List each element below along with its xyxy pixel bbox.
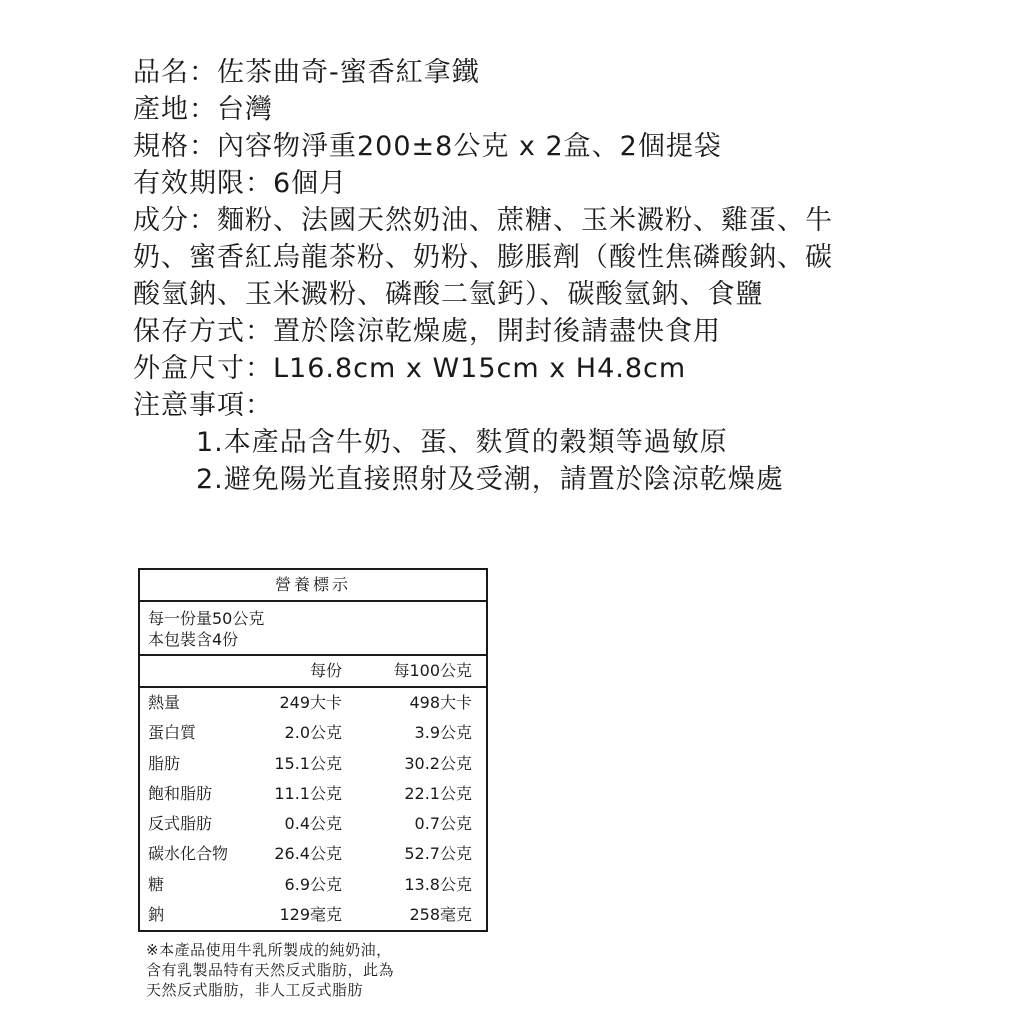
col-per-serving: 每份 <box>309 661 342 680</box>
nutrient-per-serving: 249大卡 <box>279 693 342 712</box>
nutrient-per-serving: 26.4公克 <box>274 844 342 864</box>
nutrient-per-100g: 30.2公克 <box>404 753 472 773</box>
product-name: 品名：佐茶曲奇-蜜香紅拿鐵 <box>133 57 480 88</box>
nutrient-per-serving: 0.4公克 <box>284 814 342 834</box>
nutrient-name: 蛋白質 <box>148 723 197 743</box>
nutrient-per-serving: 6.9公克 <box>284 874 342 894</box>
specification: 規格：內容物淨重200±8公克 x 2盒、2個提袋 <box>133 131 722 162</box>
nutrient-name: 碳水化合物 <box>148 844 229 864</box>
nutrition-facts-table <box>138 568 488 932</box>
nutrient-per-100g: 258毫克 <box>409 905 472 925</box>
nutrient-per-serving: 2.0公克 <box>284 723 342 743</box>
nutrition-row <box>140 779 486 809</box>
product-info <box>133 54 893 498</box>
serving-info <box>140 602 486 656</box>
box-size: 外盒尺寸：L16.8cm x W15cm x H4.8cm <box>133 353 687 384</box>
nutrition-title: 營養標示 <box>140 570 486 602</box>
nutrition-column-headers <box>140 656 486 688</box>
nutrient-name: 脂肪 <box>148 753 181 773</box>
serving-size: 每一份量50公克 <box>148 609 265 628</box>
nutrient-per-100g: 3.9公克 <box>414 723 472 743</box>
nutrition-row <box>140 809 486 839</box>
nutrition-row <box>140 688 486 718</box>
nutrient-name: 鈉 <box>148 905 165 925</box>
col-per-100g: 每100公克 <box>393 661 472 680</box>
note-item: 1.本產品含牛奶、蛋、麩質的穀類等過敏原 <box>196 427 728 458</box>
nutrient-per-100g: 13.8公克 <box>404 874 472 894</box>
nutrition-row <box>140 870 486 900</box>
nutrient-name: 糖 <box>148 874 165 894</box>
ingredients: 成分：麵粉、法國天然奶油、蔗糖、玉米澱粉、雞蛋、牛奶、蜜香紅烏龍茶粉、奶粉、膨脹劑（酸性焦磷酸鈉、碳酸氫鈉、玉米澱粉、磷酸二氫鈣）、碳酸氫鈉、食鹽 <box>133 205 833 310</box>
nutrition-row <box>140 839 486 869</box>
origin: 產地：台灣 <box>133 94 273 125</box>
servings-per-package: 本包裝含4份 <box>148 630 239 649</box>
nutrient-name: 飽和脂肪 <box>148 783 213 803</box>
nutrition-rows <box>140 688 486 930</box>
nutrition-row <box>140 749 486 779</box>
footnote-line: ※本產品使用牛乳所製成的純奶油， <box>146 941 392 959</box>
nutrient-per-serving: 15.1公克 <box>274 753 342 773</box>
nutrient-per-100g: 52.7公克 <box>404 844 472 864</box>
shelf-life: 有效期限：6個月 <box>133 168 348 199</box>
notes-title: 注意事項： <box>133 390 273 421</box>
nutrient-per-serving: 129毫克 <box>279 905 342 925</box>
nutrient-per-100g: 498大卡 <box>409 693 472 712</box>
footnote-line: 天然反式脂肪，非人工反式脂肪 <box>146 981 364 999</box>
nutrient-per-100g: 22.1公克 <box>404 783 472 803</box>
nutrient-per-100g: 0.7公克 <box>414 814 472 834</box>
nutrient-name: 熱量 <box>148 693 181 712</box>
note-item: 2.避免陽光直接照射及受潮，請置於陰涼乾燥處 <box>196 464 784 495</box>
trans-fat-footnote <box>146 940 486 1000</box>
nutrition-row <box>140 718 486 748</box>
nutrition-row <box>140 900 486 930</box>
storage-method: 保存方式：置於陰涼乾燥處，開封後請盡快食用 <box>133 316 721 347</box>
footnote-line: 含有乳製品特有天然反式脂肪，此為 <box>146 961 395 979</box>
nutrient-name: 反式脂肪 <box>148 814 213 834</box>
nutrient-per-serving: 11.1公克 <box>274 783 342 803</box>
